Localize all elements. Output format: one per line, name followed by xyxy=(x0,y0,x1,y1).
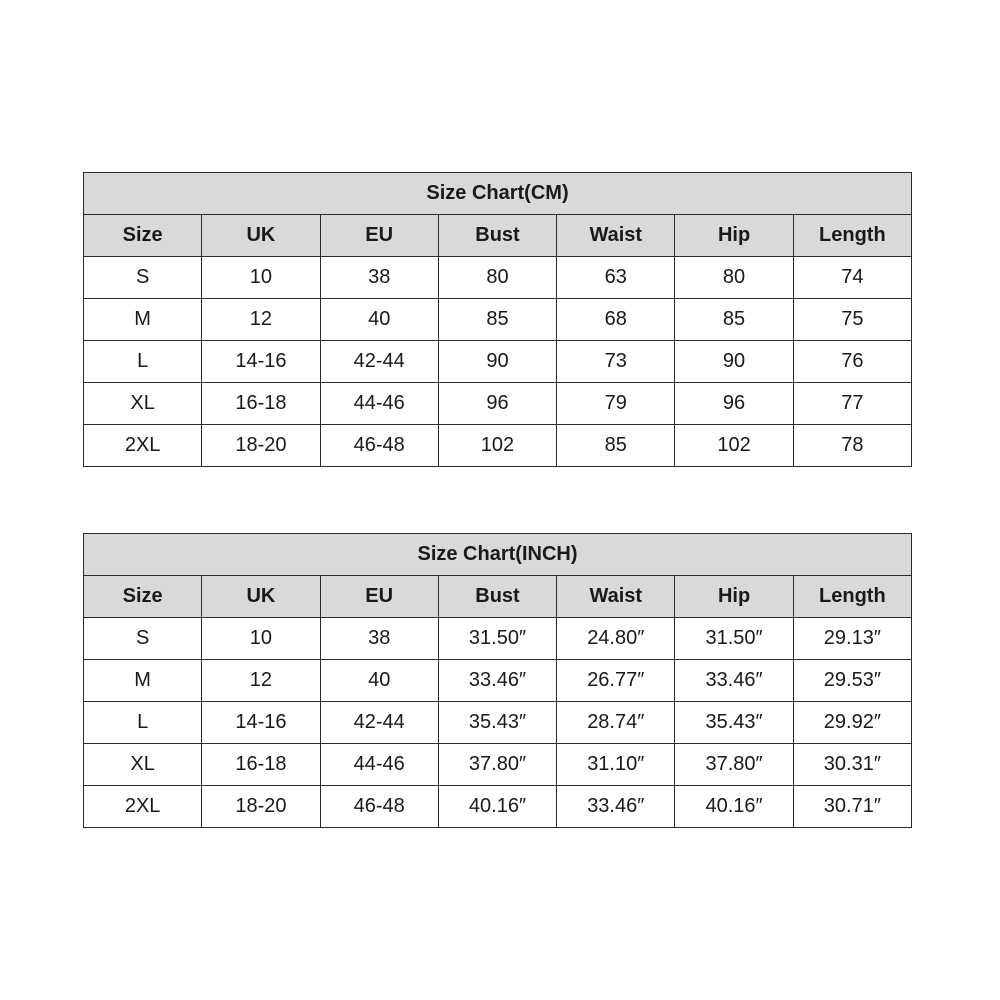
table-cell: 46-48 xyxy=(320,425,438,467)
table-cell: 40 xyxy=(320,299,438,341)
table-row xyxy=(84,618,912,660)
table-cell: 85 xyxy=(675,299,793,341)
column-header-length: Length xyxy=(793,576,911,618)
table-cell: S xyxy=(84,257,202,299)
table-cell: 90 xyxy=(438,341,556,383)
table-cell: 68 xyxy=(557,299,675,341)
table-cell: 40 xyxy=(320,660,438,702)
table-row xyxy=(84,744,912,786)
table-cell: 18-20 xyxy=(202,786,320,828)
table-cell: M xyxy=(84,660,202,702)
table-cell: 96 xyxy=(675,383,793,425)
column-header-hip: Hip xyxy=(675,576,793,618)
table-row xyxy=(84,786,912,828)
table-cell: L xyxy=(84,341,202,383)
table-cell: L xyxy=(84,702,202,744)
table-cell: 44-46 xyxy=(320,383,438,425)
table-cell: 78 xyxy=(793,425,911,467)
table-cell: 33.46″ xyxy=(675,660,793,702)
table-cell: 38 xyxy=(320,618,438,660)
column-header-bust: Bust xyxy=(438,215,556,257)
table-row xyxy=(84,299,912,341)
table-cell: XL xyxy=(84,744,202,786)
table-row xyxy=(84,702,912,744)
table-cell: XL xyxy=(84,383,202,425)
table-cell: 90 xyxy=(675,341,793,383)
table-cell: 102 xyxy=(675,425,793,467)
table-cell: 73 xyxy=(557,341,675,383)
column-header-uk: UK xyxy=(202,215,320,257)
table-cell: 29.53″ xyxy=(793,660,911,702)
table-cell: 14-16 xyxy=(202,341,320,383)
table-cell: 28.74″ xyxy=(557,702,675,744)
table-cell: 75 xyxy=(793,299,911,341)
table-cell: 14-16 xyxy=(202,702,320,744)
table-cell: 35.43″ xyxy=(438,702,556,744)
table-cell: 46-48 xyxy=(320,786,438,828)
table-cell: S xyxy=(84,618,202,660)
table-cell: 63 xyxy=(557,257,675,299)
size-chart-cm-table xyxy=(83,172,912,467)
column-header-size: Size xyxy=(84,215,202,257)
table-cell: 40.16″ xyxy=(675,786,793,828)
table-cell: 16-18 xyxy=(202,383,320,425)
column-header-eu: EU xyxy=(320,576,438,618)
table-header-row xyxy=(84,215,912,257)
table-cell: 74 xyxy=(793,257,911,299)
table-cell: 33.46″ xyxy=(438,660,556,702)
table-cell: 29.92″ xyxy=(793,702,911,744)
table-title: Size Chart(CM) xyxy=(84,173,912,215)
table-cell: 30.71″ xyxy=(793,786,911,828)
table-cell: 40.16″ xyxy=(438,786,556,828)
column-header-length: Length xyxy=(793,215,911,257)
table-cell: 85 xyxy=(557,425,675,467)
table-title: Size Chart(INCH) xyxy=(84,534,912,576)
table-cell: 35.43″ xyxy=(675,702,793,744)
column-header-eu: EU xyxy=(320,215,438,257)
table-row xyxy=(84,425,912,467)
table-cell: 2XL xyxy=(84,425,202,467)
table-cell: 16-18 xyxy=(202,744,320,786)
table-cell: 42-44 xyxy=(320,702,438,744)
table-title-row xyxy=(84,173,912,215)
table-cell: 44-46 xyxy=(320,744,438,786)
table-cell: 42-44 xyxy=(320,341,438,383)
table-cell: 10 xyxy=(202,618,320,660)
table-cell: 24.80″ xyxy=(557,618,675,660)
column-header-bust: Bust xyxy=(438,576,556,618)
table-cell: 76 xyxy=(793,341,911,383)
table-cell: 26.77″ xyxy=(557,660,675,702)
table-cell: 33.46″ xyxy=(557,786,675,828)
table-row xyxy=(84,660,912,702)
table-cell: 31.50″ xyxy=(675,618,793,660)
column-header-waist: Waist xyxy=(557,215,675,257)
table-cell: 31.50″ xyxy=(438,618,556,660)
table-cell: 80 xyxy=(438,257,556,299)
table-row xyxy=(84,257,912,299)
table-cell: 2XL xyxy=(84,786,202,828)
table-cell: 29.13″ xyxy=(793,618,911,660)
table-cell: 79 xyxy=(557,383,675,425)
table-cell: 37.80″ xyxy=(438,744,556,786)
table-cell: 12 xyxy=(202,299,320,341)
column-header-hip: Hip xyxy=(675,215,793,257)
table-cell: 80 xyxy=(675,257,793,299)
table-cell: 12 xyxy=(202,660,320,702)
table-title-row xyxy=(84,534,912,576)
table-cell: 38 xyxy=(320,257,438,299)
column-header-size: Size xyxy=(84,576,202,618)
table-row xyxy=(84,383,912,425)
table-cell: 18-20 xyxy=(202,425,320,467)
table-cell: 31.10″ xyxy=(557,744,675,786)
table-cell: 85 xyxy=(438,299,556,341)
table-cell: 37.80″ xyxy=(675,744,793,786)
table-cell: M xyxy=(84,299,202,341)
column-header-uk: UK xyxy=(202,576,320,618)
table-cell: 102 xyxy=(438,425,556,467)
table-cell: 96 xyxy=(438,383,556,425)
table-cell: 10 xyxy=(202,257,320,299)
column-header-waist: Waist xyxy=(557,576,675,618)
table-header-row xyxy=(84,576,912,618)
size-chart-inch-table xyxy=(83,533,912,828)
table-cell: 30.31″ xyxy=(793,744,911,786)
table-cell: 77 xyxy=(793,383,911,425)
table-row xyxy=(84,341,912,383)
